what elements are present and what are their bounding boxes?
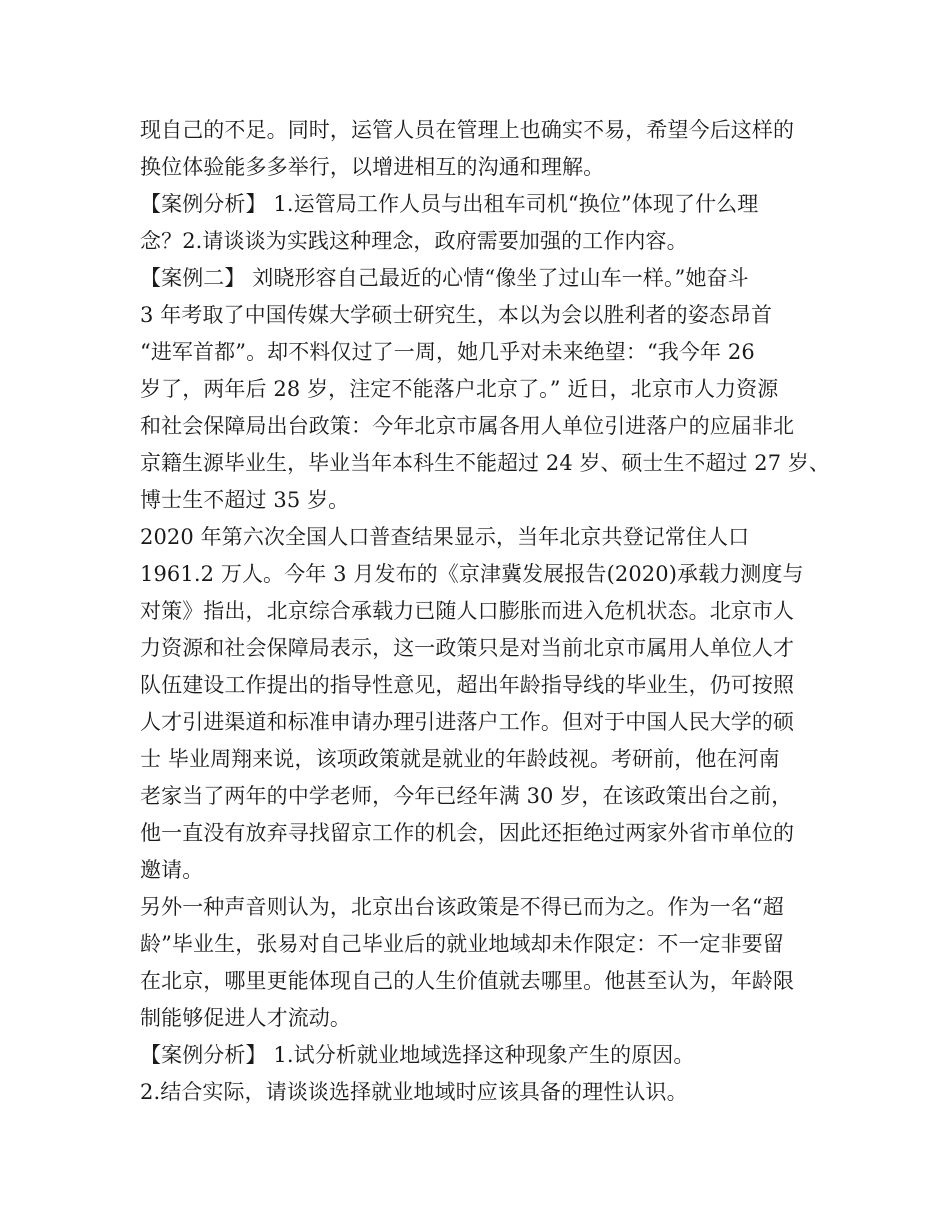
text-line: 老家当了两年的中学老师，今年已经年满 30 岁，在该政策出台之前， — [140, 784, 793, 808]
text-line: 力资源和社会保障局表示，这一政策只是对当前北京市属用人单位人才 — [140, 636, 795, 660]
text-line: 【案例二】 刘晓形容自己最近的心情“像坐了过山车一样。”她奋斗 — [140, 266, 749, 290]
text-line: 士 毕业周翔来说，该项政策就是就业的年龄歧视。考研前，他在河南 — [140, 747, 780, 771]
document-body — [140, 112, 830, 1111]
text-line: 京籍生源毕业生，毕业当年本科生不能超过 24 岁、硕士生不超过 27 岁、 — [140, 451, 830, 475]
text-line: 念？2.请谈谈为实践这种理念，政府需要加强的工作内容。 — [140, 229, 688, 253]
text-line: 他一直没有放弃寻找留京工作的机会，因此还拒绝过两家外省市单位的 — [140, 821, 795, 845]
text-line: 邀请。 — [140, 858, 204, 882]
text-line: 制能够促进人才流动。 — [140, 1006, 351, 1030]
text-line: 现自己的不足。同时，运管人员在管理上也确实不易，希望今后这样的 — [140, 118, 795, 142]
text-line: 岁了，两年后 28 岁，注定不能落户北京了。” 近日，北京市人力资源 — [140, 377, 779, 401]
text-line: 【案例分析】 1.试分析就业地域选择这种现象产生的原因。 — [140, 1043, 695, 1067]
text-line: 换位体验能多多举行，以增进相互的沟通和理解。 — [140, 155, 605, 179]
text-line: 队伍建设工作提出的指导性意见，超出年龄指导线的毕业生，仍可按照 — [140, 673, 795, 697]
text-line: 1961.2 万人。今年 3 月发布的《京津冀发展报告(2020)承载力测度与 — [140, 562, 804, 586]
text-line: “进军首都”。却不料仅过了一周，她几乎对未来绝望：“我今年 26 — [140, 340, 755, 364]
text-line: 3 年考取了中国传媒大学硕士研究生，本以为会以胜利者的姿态昂首 — [140, 303, 773, 327]
text-line: 2.结合实际，请谈谈选择就业地域时应该具备的理性认识。 — [140, 1080, 688, 1104]
text-line: 2020 年第六次全国人口普查结果显示，当年北京共登记常住人口 — [140, 525, 750, 549]
text-line: 人才引进渠道和标准申请办理引进落户工作。但对于中国人民大学的硕 — [140, 710, 795, 734]
text-line: 对策》指出，北京综合承载力已随人口膨胀而进入危机状态。北京市人 — [140, 599, 795, 623]
text-line: 另外一种声音则认为，北京出台该政策是不得已而为之。作为一名“超 — [140, 895, 784, 919]
text-line: 博士生不超过 35 岁。 — [140, 488, 350, 512]
text-line: 在北京，哪里更能体现自己的人生价值就去哪里。他甚至认为，年龄限 — [140, 969, 795, 993]
text-line: 【案例分析】 1.运管局工作人员与出租车司机“换位”体现了什么理 — [140, 192, 759, 216]
text-line: 和社会保障局出台政策：今年北京市属各用人单位引进落户的应届非北 — [140, 414, 795, 438]
text-line: 龄”毕业生，张易对自己毕业后的就业地域却未作限定：不一定非要留 — [140, 932, 784, 956]
